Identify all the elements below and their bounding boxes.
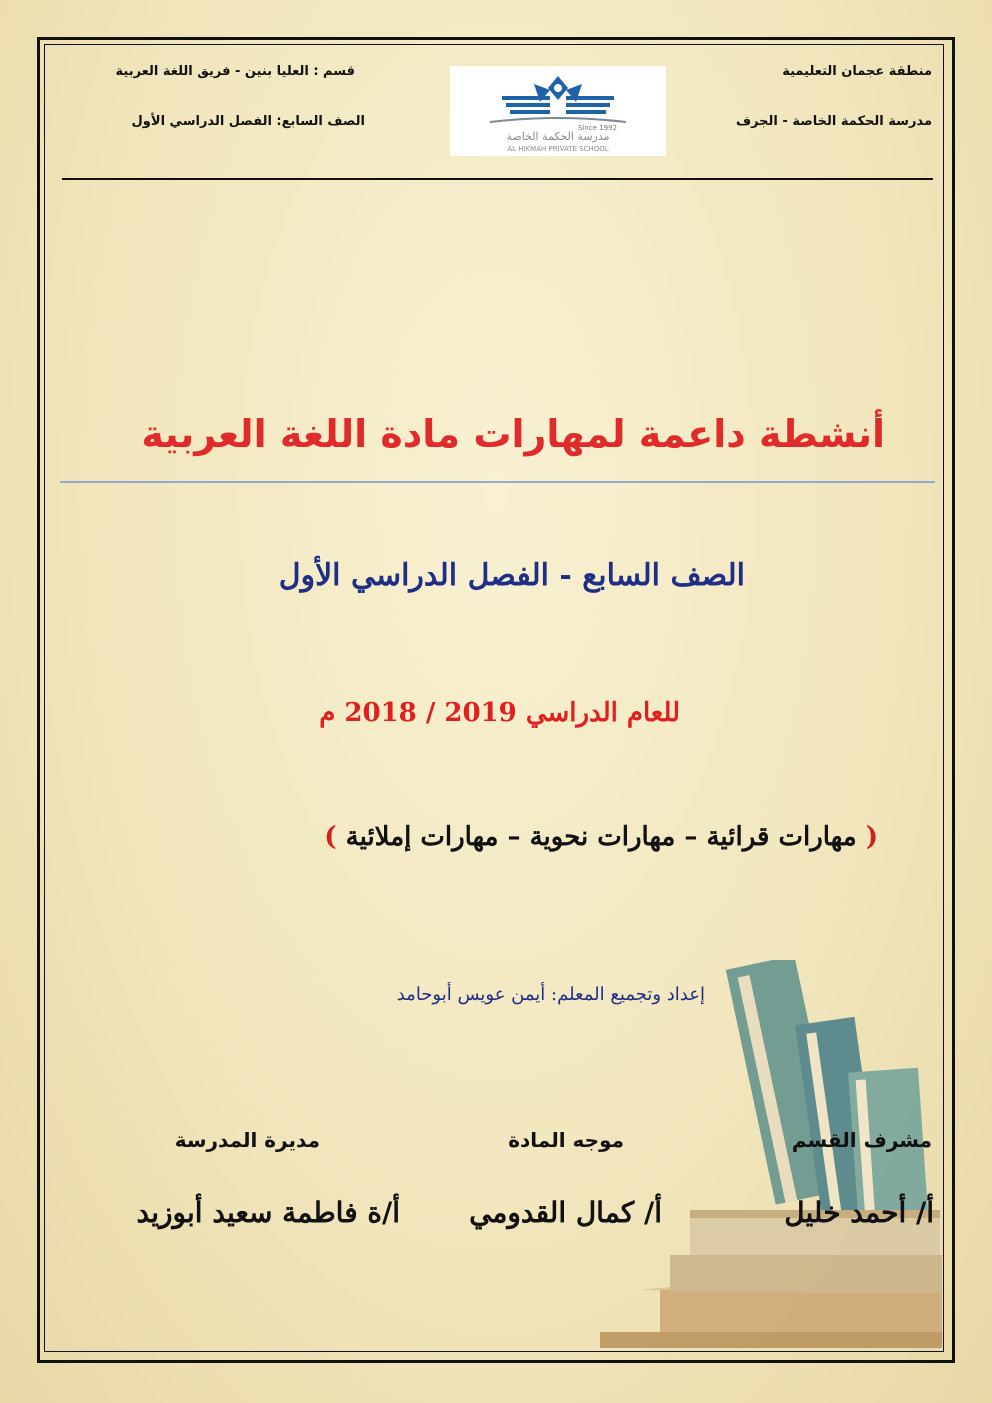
- academic-year-value: 2019 / 2018 م: [319, 698, 517, 728]
- header-region: منطقة عجمان التعليمية: [782, 64, 932, 79]
- school-logo-graphic: [450, 66, 666, 156]
- school-logo: [450, 66, 666, 156]
- logo-since: Since 1992: [578, 124, 618, 132]
- mentor-role: موجه المادة: [508, 1128, 624, 1152]
- page-title: أنشطة داعمة لمهارات مادة اللغة العربية: [141, 412, 885, 456]
- mentor-name: أ/ كمال القدومي: [469, 1196, 662, 1229]
- logo-arabic-name: مدرسة الحكمة الخاصة: [506, 130, 610, 143]
- skills-close-paren: ): [324, 822, 337, 852]
- principal-role: مديرة المدرسة: [174, 1128, 320, 1152]
- academic-year-label: للعام الدراسي: [525, 698, 680, 728]
- header-school: مدرسة الحكمة الخاصة - الجرف: [735, 114, 932, 129]
- skills-open-paren: (: [865, 822, 878, 852]
- skills-text: مهارات قرائية – مهارات نحوية – مهارات إملائية: [345, 822, 857, 852]
- grade-term-subtitle: الصف السابع - الفصل الدراسي الأول: [278, 558, 745, 593]
- header-grade-term: الصف السابع: الفصل الدراسي الأول: [131, 114, 365, 129]
- logo-english-name: AL HIKMAH PRIVATE SCHOOL: [507, 145, 609, 153]
- academic-year: [300, 698, 680, 728]
- supervisor-name: أ/ أحمد خليل: [784, 1196, 934, 1229]
- title-underline: [60, 481, 935, 483]
- supervisor-role: مشرف القسم: [791, 1128, 932, 1152]
- header-department: قسم : العليا بنين - فريق اللغة العربية: [115, 64, 355, 79]
- prepared-by: إعداد وتجميع المعلم: أيمن عويس أبوحامد: [396, 984, 705, 1005]
- principal-name: أ/ة فاطمة سعيد أبوزيد: [136, 1196, 400, 1229]
- header-divider: [62, 178, 933, 180]
- skills-line: [100, 822, 878, 852]
